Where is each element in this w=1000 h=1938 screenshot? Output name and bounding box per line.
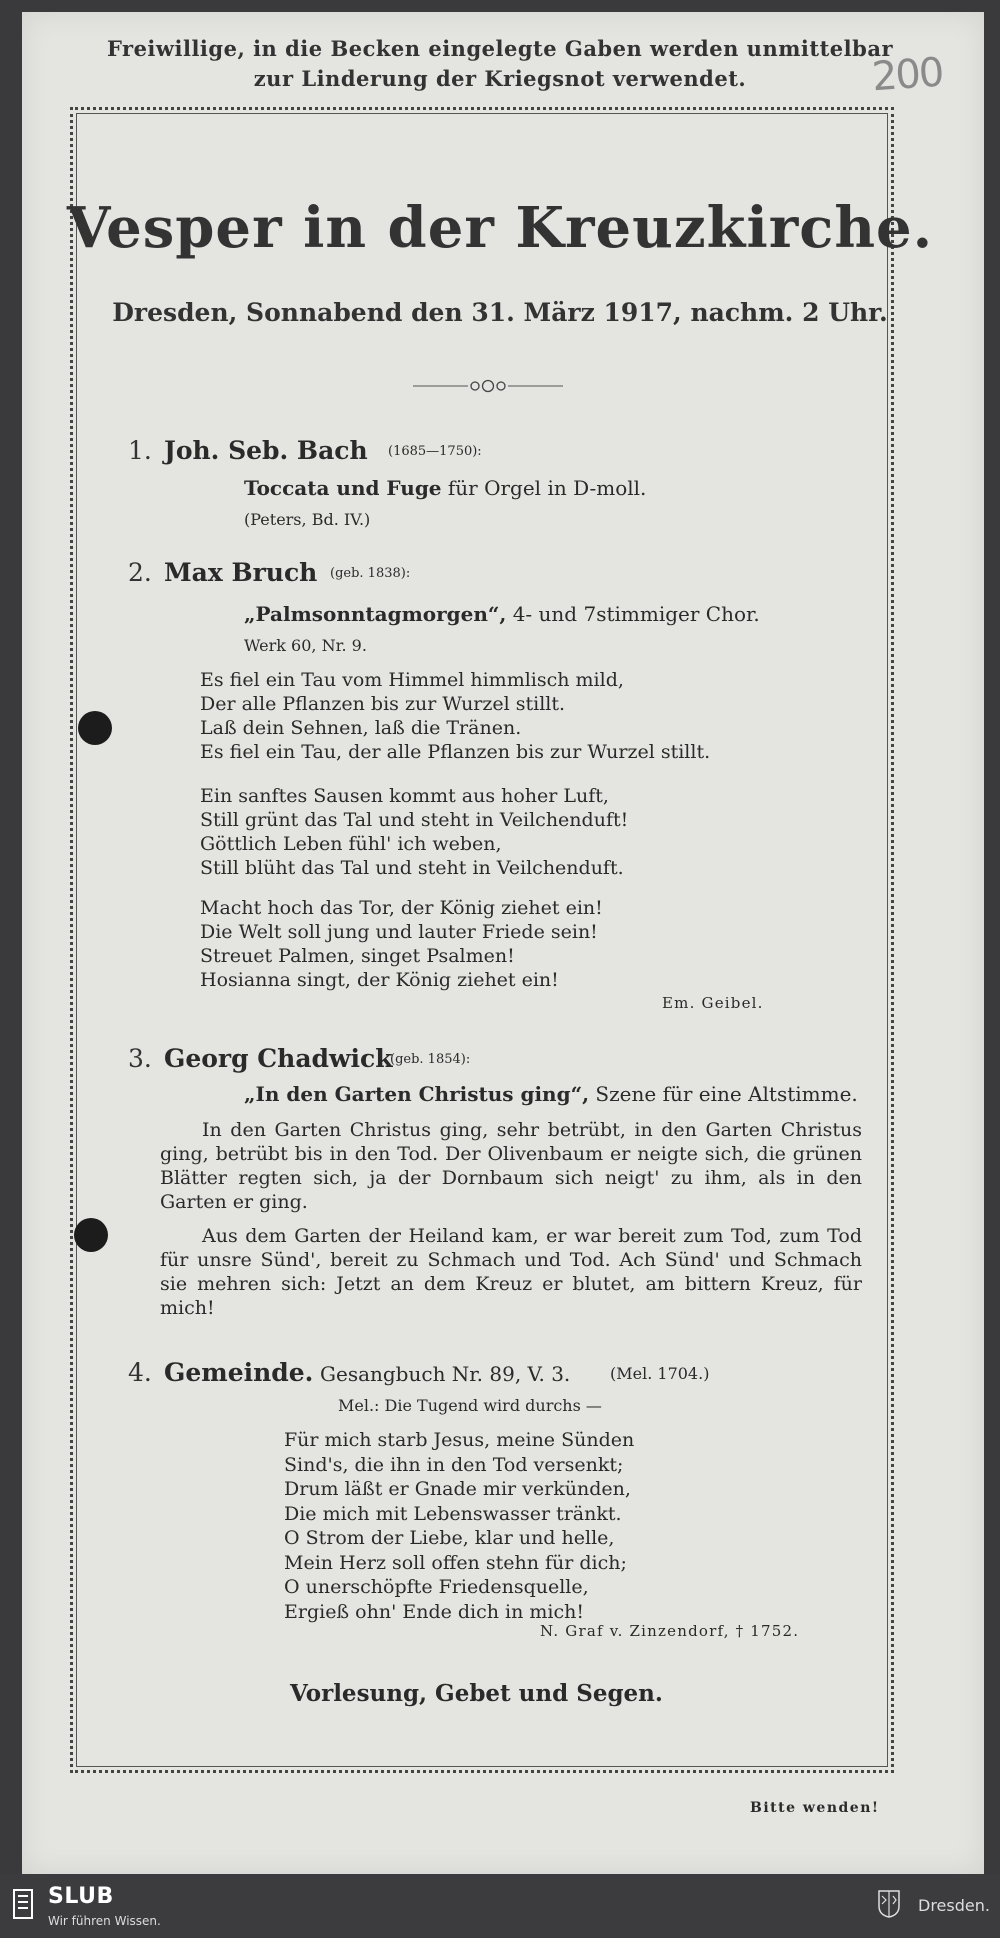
item-heading: Gemeinde. <box>164 1358 314 1387</box>
page-title: Vesper in der Kreuzkirche. <box>66 195 934 261</box>
hymn-author: N. Graf v. Zinzendorf, † 1752. <box>540 1622 800 1640</box>
hymnbook-reference: Gesangbuch Nr. 89, V. 3. <box>320 1362 571 1386</box>
composer-name: Georg Chadwick <box>164 1044 393 1073</box>
donation-notice-line-1: Freiwillige, in die Becken eingelegte Gaben werden unmittelbar <box>106 36 894 61</box>
item-number: 4. <box>128 1358 152 1387</box>
composer-name: Joh. Seb. Bach <box>164 436 368 465</box>
poem-stanza: Macht hoch das Tor, der König ziehet ein! Die Welt soll jung und lauter Friede sein! Streuet Palmen, singet Psalmen! Hosianna singt, der König ziehet ein! <box>200 897 603 991</box>
dresden-coat-of-arms-icon <box>878 1890 900 1918</box>
lyrics-paragraph: In den Garten Christus ging, sehr betrübt, in den Garten Christus ging, betrübt bis in den Tod. Der Olivenbaum er neigte sich, die grünen Blätter regten sich, ja der Dornbaum sich neigt' zu ihm, als in den Garten er ging. <box>160 1119 862 1213</box>
poem-stanza: Es fiel ein Tau vom Himmel himmlisch mild, Der alle Pflanzen bis zur Wurzel stillt. Laß dein Sehnen, laß die Tränen. Es fiel ein Tau, der alle Pflanzen bis zur Wurzel stillt. <box>200 669 711 763</box>
turn-page-note: Bitte wenden! <box>750 1800 880 1816</box>
donation-notice-line-2: zur Linderung der Kriegsnot verwendet. <box>253 66 747 91</box>
item-number: 1. <box>128 436 152 465</box>
slub-logo-icon <box>10 1888 36 1920</box>
composer-dates: (1685—1750): <box>388 444 482 459</box>
slub-tagline: Wir führen Wissen. <box>48 1914 161 1928</box>
work-name: „Palmsonntagmorgen“, <box>244 602 507 626</box>
work-description: 4- und 7stimmiger Chor. <box>506 602 760 626</box>
poem-author: Em. Geibel. <box>662 994 764 1012</box>
hymn-verse: Für mich starb Jesus, meine Sünden Sind's, die ihn in den Tod versenkt; Drum läßt er Gnade mir verkünden, Die mich mit Lebenswasser tränkt. O Strom der Liebe, klar und helle, Mein Herz soll offen stehn für dich; O unerschöpfte Friedensquelle, Ergieß ohn' Ende dich in mich! <box>284 1429 635 1623</box>
closing-line: Vorlesung, Gebet und Segen. <box>290 1680 663 1707</box>
item-number: 3. <box>128 1044 152 1073</box>
composer-dates: (geb. 1838): <box>330 566 411 581</box>
work-title <box>244 1082 858 1106</box>
lyrics-paragraph: Aus dem Garten der Heiland kam, er war bereit zum Tod, zum Tod für unsre Sünd', bereit zu Schmach und Tod. Ach Sünd' und Schmach sie mehren sich: Jetzt an dem Kreuz er blutet, am bittern Kreuz, für mich! <box>160 1225 862 1319</box>
footer-bar <box>0 1874 1000 1938</box>
poem-stanza: Ein sanftes Sausen kommt aus hoher Luft, Still grünt das Tal und steht in Veilchenduft! Göttlich Leben fühl' ich weben, Still blüht das Tal und steht in Veilchenduft. <box>200 785 629 879</box>
composer-dates: (geb. 1854): <box>390 1052 471 1067</box>
melody-year: (Mel. 1704.) <box>610 1364 710 1383</box>
donation-notice <box>0 34 1000 94</box>
dresden-wordmark: Dresden. <box>918 1896 990 1915</box>
punch-hole <box>74 1218 108 1252</box>
work-title <box>244 602 760 626</box>
punch-hole <box>78 711 112 745</box>
work-description: für Orgel in D-moll. <box>441 476 647 500</box>
work-name: Toccata und Fuge <box>244 476 442 500</box>
work-title <box>244 476 646 500</box>
work-description: Szene für eine Altstimme. <box>589 1082 858 1106</box>
work-name: „In den Garten Christus ging“, <box>244 1082 590 1106</box>
item-number: 2. <box>128 558 152 587</box>
composer-name: Max Bruch <box>164 558 318 587</box>
work-reference: (Peters, Bd. IV.) <box>244 510 371 529</box>
melody-reference: Mel.: Die Tugend wird durchs — <box>338 1396 602 1415</box>
slub-brand: SLUB <box>48 1884 114 1909</box>
work-reference: Werk 60, Nr. 9. <box>244 636 367 655</box>
handwritten-page-number: 200 <box>870 49 944 101</box>
event-date-line: Dresden, Sonnabend den 31. März 1917, nachm. 2 Uhr. <box>112 298 888 327</box>
divider-ornament <box>413 378 563 394</box>
